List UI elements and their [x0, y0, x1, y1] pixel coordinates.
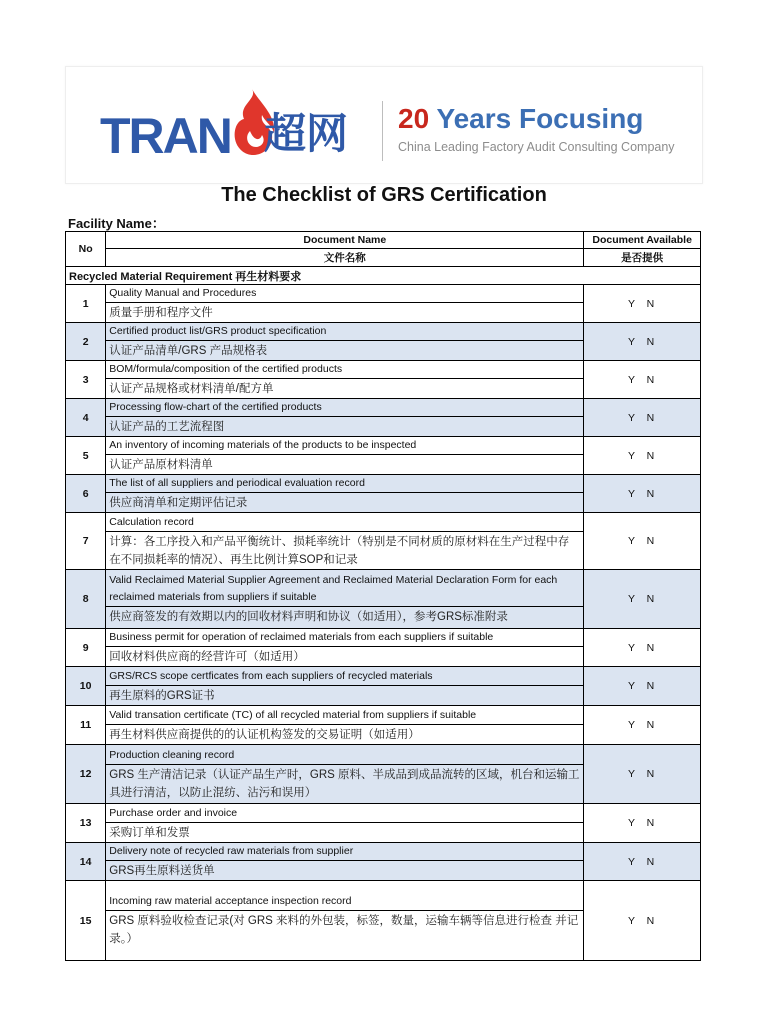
availability-yn[interactable]: Y N — [584, 706, 701, 745]
table-row — [66, 667, 701, 706]
document-name-cell — [106, 745, 584, 804]
document-name-cell — [106, 399, 584, 437]
document-name-en: Production cleaning record — [106, 747, 583, 765]
logo-text-en: TRAN — [100, 108, 231, 164]
document-name-cn: 认证产品清单/GRS 产品规格表 — [109, 345, 268, 357]
row-number: 6 — [66, 475, 106, 513]
document-name-cell — [106, 804, 584, 843]
document-name-cell — [106, 706, 584, 745]
document-name-cn: 回收材料供应商的经营许可（如适用） — [109, 651, 305, 663]
availability-yn[interactable]: Y N — [584, 843, 701, 881]
table-row — [66, 513, 701, 570]
row-number: 5 — [66, 437, 106, 475]
table-row — [66, 706, 701, 745]
document-name-en: Delivery note of recycled raw materials from supplier — [106, 843, 583, 861]
tranwo-logo — [100, 85, 370, 175]
document-name-en: Purchase order and invoice — [106, 805, 583, 823]
page-title: The Checklist of GRS Certification — [221, 184, 547, 206]
document-name-en: Business permit for operation of reclaimed materials from each suppliers if suitable — [106, 629, 583, 647]
sub-slogan: China Leading Factory Audit Consulting Company — [398, 140, 675, 154]
table-row — [66, 361, 701, 399]
row-number: 2 — [66, 323, 106, 361]
availability-yn[interactable]: Y N — [584, 570, 701, 629]
document-name-cell — [106, 361, 584, 399]
availability-yn[interactable]: Y N — [584, 745, 701, 804]
document-name-en: Certified product list/GRS product specification — [106, 323, 583, 341]
availability-yn[interactable]: Y N — [584, 399, 701, 437]
availability-yn[interactable]: Y N — [584, 513, 701, 570]
row-number: 14 — [66, 843, 106, 881]
document-name-cn: GRS再生原料送货单 — [109, 865, 215, 877]
document-name-en: GRS/RCS scope certficates from each suppliers of recycled materials — [106, 668, 583, 686]
table-row — [66, 629, 701, 667]
document-name-en: Incoming raw material acceptance inspection record — [106, 893, 583, 911]
document-name-cn: 计算：各工序投入和产品平衡统计、损耗率统计（特别是不同材质的原材料在生产过程中存在不同损耗率的情况）、再生比例计算SOP和记录 — [109, 535, 570, 566]
document-name-cn: 供应商清单和定期评估记录 — [109, 497, 248, 509]
table-row — [66, 399, 701, 437]
availability-yn[interactable]: Y N — [584, 361, 701, 399]
table-row — [66, 881, 701, 961]
document-name-cell — [106, 881, 584, 961]
availability-yn[interactable]: Y N — [584, 437, 701, 475]
row-number: 10 — [66, 667, 106, 706]
slogan: 20 Years Focusing — [398, 103, 644, 134]
availability-yn[interactable]: Y N — [584, 475, 701, 513]
section-row — [66, 267, 701, 285]
row-number: 8 — [66, 570, 106, 629]
document-name-cn: GRS 原料验收检查记录(对 GRS 来料的外包装，标签，数量，运输车辆等信息进行检查 并记录。） — [109, 915, 579, 945]
table-row — [66, 475, 701, 513]
document-name-cn: 再生原料的GRS证书 — [109, 689, 215, 702]
logo-text-cn: 超网 — [264, 110, 349, 157]
header-avail-cn: 是否提供 — [584, 249, 701, 267]
row-number: 13 — [66, 804, 106, 843]
row-number: 9 — [66, 629, 106, 667]
document-name-cn: 认证产品规格或材料清单/配方单 — [109, 383, 274, 395]
row-number: 4 — [66, 399, 106, 437]
document-name-en: Valid transation certificate (TC) of all recycled material from suppliers if suitable — [106, 707, 583, 725]
document-name-cn: 供应商签发的有效期以内的回收材料声明和协议（如适用），参考GRS标准附录 — [109, 611, 508, 623]
table-row — [66, 843, 701, 881]
document-name-cn: 质量手册和程序文件 — [109, 307, 213, 319]
document-name-cn: 再生材料供应商提供的的认证机构签发的交易证明（如适用） — [109, 728, 420, 741]
document-name-cell — [106, 437, 584, 475]
document-name-en: BOM/formula/composition of the certified products — [106, 361, 583, 379]
availability-yn[interactable]: Y N — [584, 285, 701, 323]
table-row — [66, 437, 701, 475]
availability-yn[interactable]: Y N — [584, 629, 701, 667]
row-number: 11 — [66, 706, 106, 745]
document-name-cell — [106, 285, 584, 323]
row-number: 7 — [66, 513, 106, 570]
document-name-cn: 采购订单和发票 — [109, 826, 190, 839]
document-name-cell — [106, 629, 584, 667]
table-row — [66, 745, 701, 804]
document-name-cell — [106, 570, 584, 629]
table-row — [66, 285, 701, 323]
document-name-en: Processing flow-chart of the certified products — [106, 399, 583, 417]
availability-yn[interactable]: Y N — [584, 323, 701, 361]
document-name-cell — [106, 513, 584, 570]
document-name-cell — [106, 323, 584, 361]
document-name-en: Quality Manual and Procedures — [106, 285, 583, 303]
section-title: Recycled Material Requirement 再生材料要求 — [66, 267, 701, 285]
row-number: 12 — [66, 745, 106, 804]
facility-name-label: Facility Name： — [68, 216, 165, 231]
document-name-en: The list of all suppliers and periodical evaluation record — [106, 475, 583, 493]
header-row-cn — [66, 249, 701, 267]
document-name-cell — [106, 667, 584, 706]
header-avail-en: Document Available — [584, 232, 701, 249]
availability-yn[interactable]: Y N — [584, 804, 701, 843]
row-number: 1 — [66, 285, 106, 323]
table-row — [66, 804, 701, 843]
document-name-cn: GRS 生产清洁记录（认证产品生产时，GRS 原料、半成品到成品流转的区域，机台和运输工具进行清洁，以防止混纺、沾污和误用） — [109, 768, 580, 799]
header-doc-en: Document Name — [106, 232, 584, 249]
divider — [382, 101, 383, 161]
header-doc-cn: 文件名称 — [106, 249, 584, 267]
row-number: 15 — [66, 881, 106, 961]
table-row — [66, 323, 701, 361]
header-no: No — [66, 232, 106, 267]
header-row — [66, 232, 701, 249]
checklist-table — [65, 231, 701, 961]
availability-yn[interactable]: Y N — [584, 667, 701, 706]
header-banner — [65, 66, 703, 184]
document-name-en: Valid Reclaimed Material Supplier Agreement and Reclaimed Material Declaration Form for each reclaimed materials from suppliers if suitable — [106, 572, 583, 607]
document-name-cell — [106, 475, 584, 513]
row-number: 3 — [66, 361, 106, 399]
availability-yn[interactable]: Y N — [584, 881, 701, 961]
document-name-en: An inventory of incoming materials of the products to be inspected — [106, 437, 583, 455]
table-row — [66, 570, 701, 629]
document-name-cn: 认证产品原材料清单 — [109, 459, 213, 471]
document-name-cell — [106, 843, 584, 881]
document-name-en: Calculation record — [106, 514, 583, 532]
document-name-cn: 认证产品的工艺流程图 — [109, 421, 225, 433]
